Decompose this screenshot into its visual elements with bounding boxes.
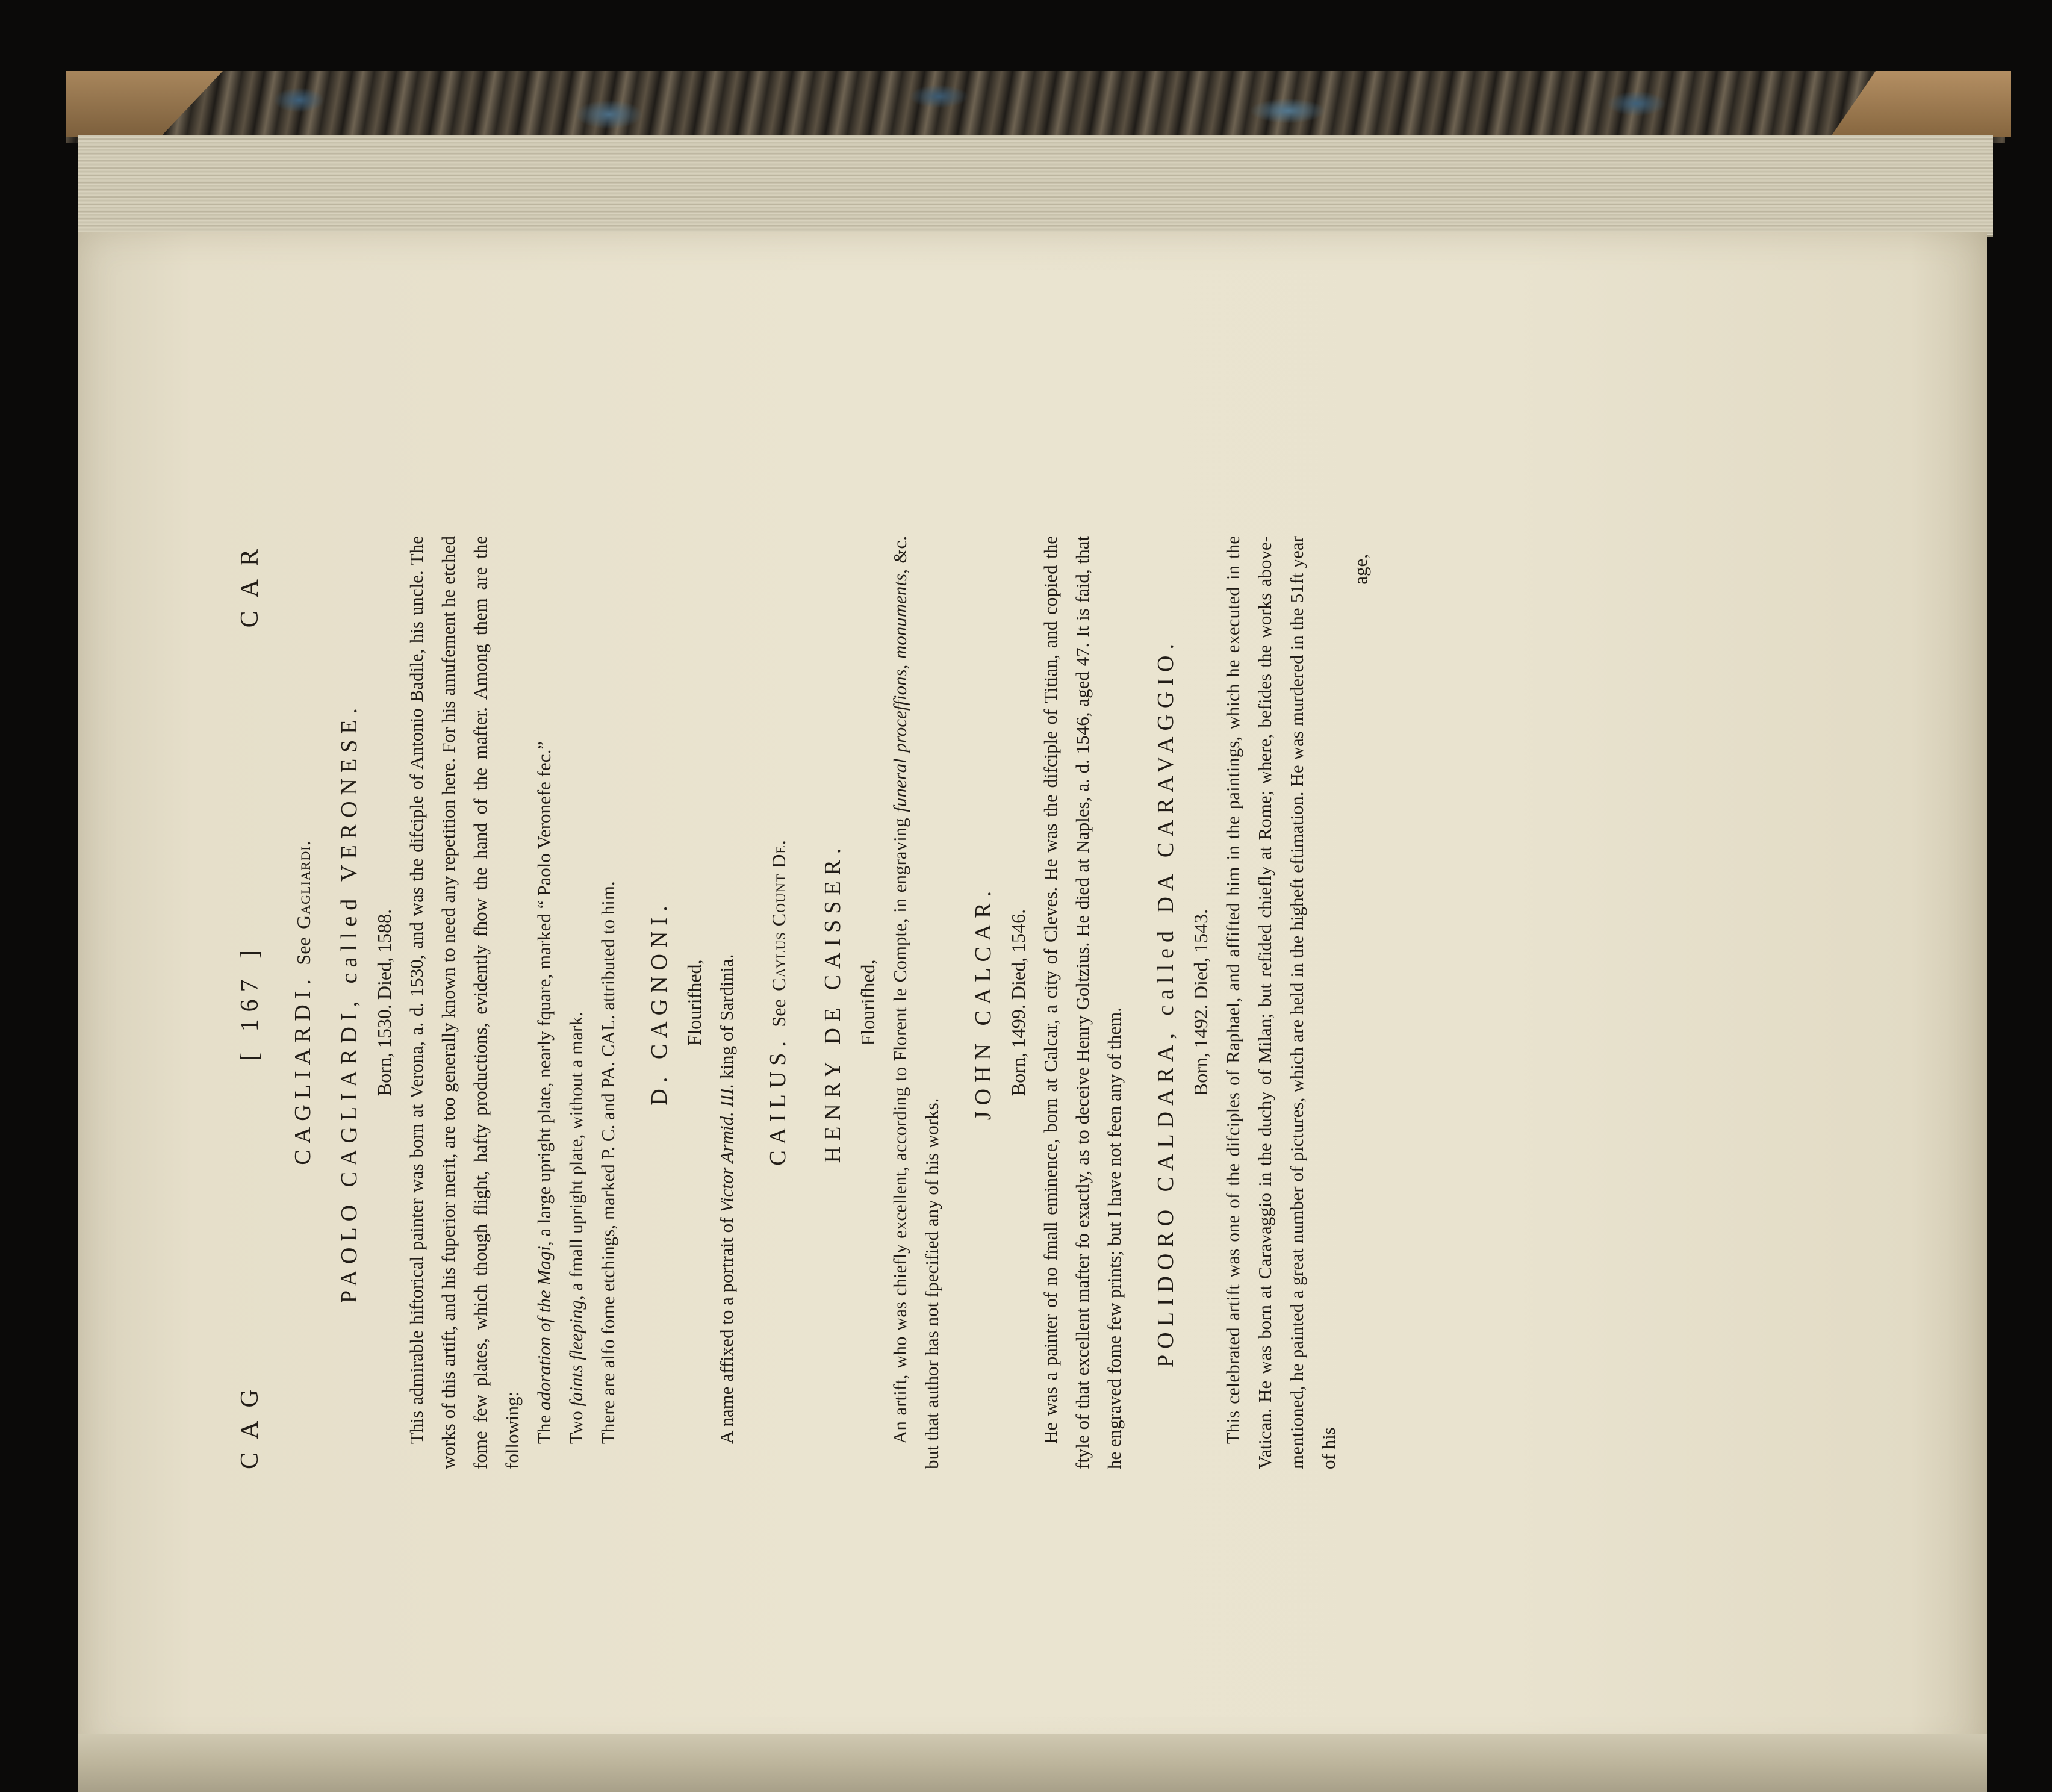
entry-dates-paolo: Born, 1530. Died, 1588. [373,909,395,1097]
entry-title-caldara: POLIDORO CALDARA, called DA CARAVAGGIO. [1153,638,1178,1367]
entry-title-caisser: HENRY DE CAISSER. [820,842,845,1163]
running-head-left: CAG [236,1376,264,1469]
page-edges [78,135,1993,237]
entry-dates-caldara: Born, 1492. Died, 1543. [1190,909,1211,1097]
entry-paragraph: He was a painter of no fmall eminence, born at Calcar, a city of Cleves. He was the difciple of Titian, and copied the ftyle of that excellent mafter fo exactly, as to deceive Henry Goltzius. He died at Naples, a. d. 1546, aged 47. It is faid, that he engraved fome few prints; but I have not feen any of them. [1040,536,1125,1469]
catchword: age, [1350,554,1371,585]
page-fold [78,1734,1987,1792]
entry-title-calcar: JOHN CALCAR. [971,885,996,1121]
cross-reference: Gagliardi. [293,840,314,929]
running-head [229,536,271,1469]
cross-reference: Caylus Count De. [768,839,789,991]
print-item: Two faints fleeping, a fmall upright plate, without a mark. [565,1012,586,1444]
entry-name: CAILUS. [765,1035,791,1166]
entry-cailus [759,536,797,1469]
entry-name: CAGLIARDI. [290,973,316,1165]
entry-title-cagnoni: D. CAGNONI. [647,900,672,1106]
entry-paragraph: An artift, who was chiefly excellent, according to Florent le Compte, in engraving funeral proceffions, monuments, &c. but that author has not fpecified any of his works. [889,536,942,1469]
entry-dates-calcar: Born, 1499. Died, 1546. [1007,909,1029,1097]
entry-paragraph: This admirable hiftorical painter was born at Verona, a. d. 1530, and was the difciple of Antonio Badile, his uncle. The works of this artift, and his fuperior merit, are too generally known to need any repetition here. For his amufement he etched fome few plates, which though flight, hafty productions, evidently fhow the hand of the mafter. Among them are the following: [406,536,523,1469]
entry-status-caisser: Flourifhed, [857,959,878,1046]
entry-cagliardi [284,536,322,1469]
page-number: [ 167 ] [236,942,264,1061]
see-label: See [768,999,789,1027]
see-label: See [293,937,314,965]
entry-paragraph: A name affixed to a portrait of Victor Armid. III. king of Sardinia. [716,954,737,1444]
print-item: The adoration of the Magi, a large upright plate, nearly fquare, marked “ Paolo Veronefe fec.” [533,741,555,1444]
entry-paragraph: This celebrated artift was one of the difciples of Raphael, and affifted him in the paintings, which he executed in the Vatican. He was born at Caravaggio in the duchy of Milan; but refided chiefly at Rome; where, befides the works above-mentioned, he painted a great number of pictures, which are held in the higheft eftimation. He was murdered in the 51ft year of his [1222,536,1339,1469]
marbled-cover [66,71,2005,143]
entry-status-cagnoni: Flourifhed, [683,959,705,1046]
running-head-right: CAR [236,536,264,628]
page-text [229,536,1602,1469]
entry-paragraph: There are alfo fome etchings, marked P. C. and PA. CAL. attributed to him. [597,881,618,1444]
entry-title-paolo: PAOLO CAGLIARDI, called VERONESE. [337,702,362,1304]
